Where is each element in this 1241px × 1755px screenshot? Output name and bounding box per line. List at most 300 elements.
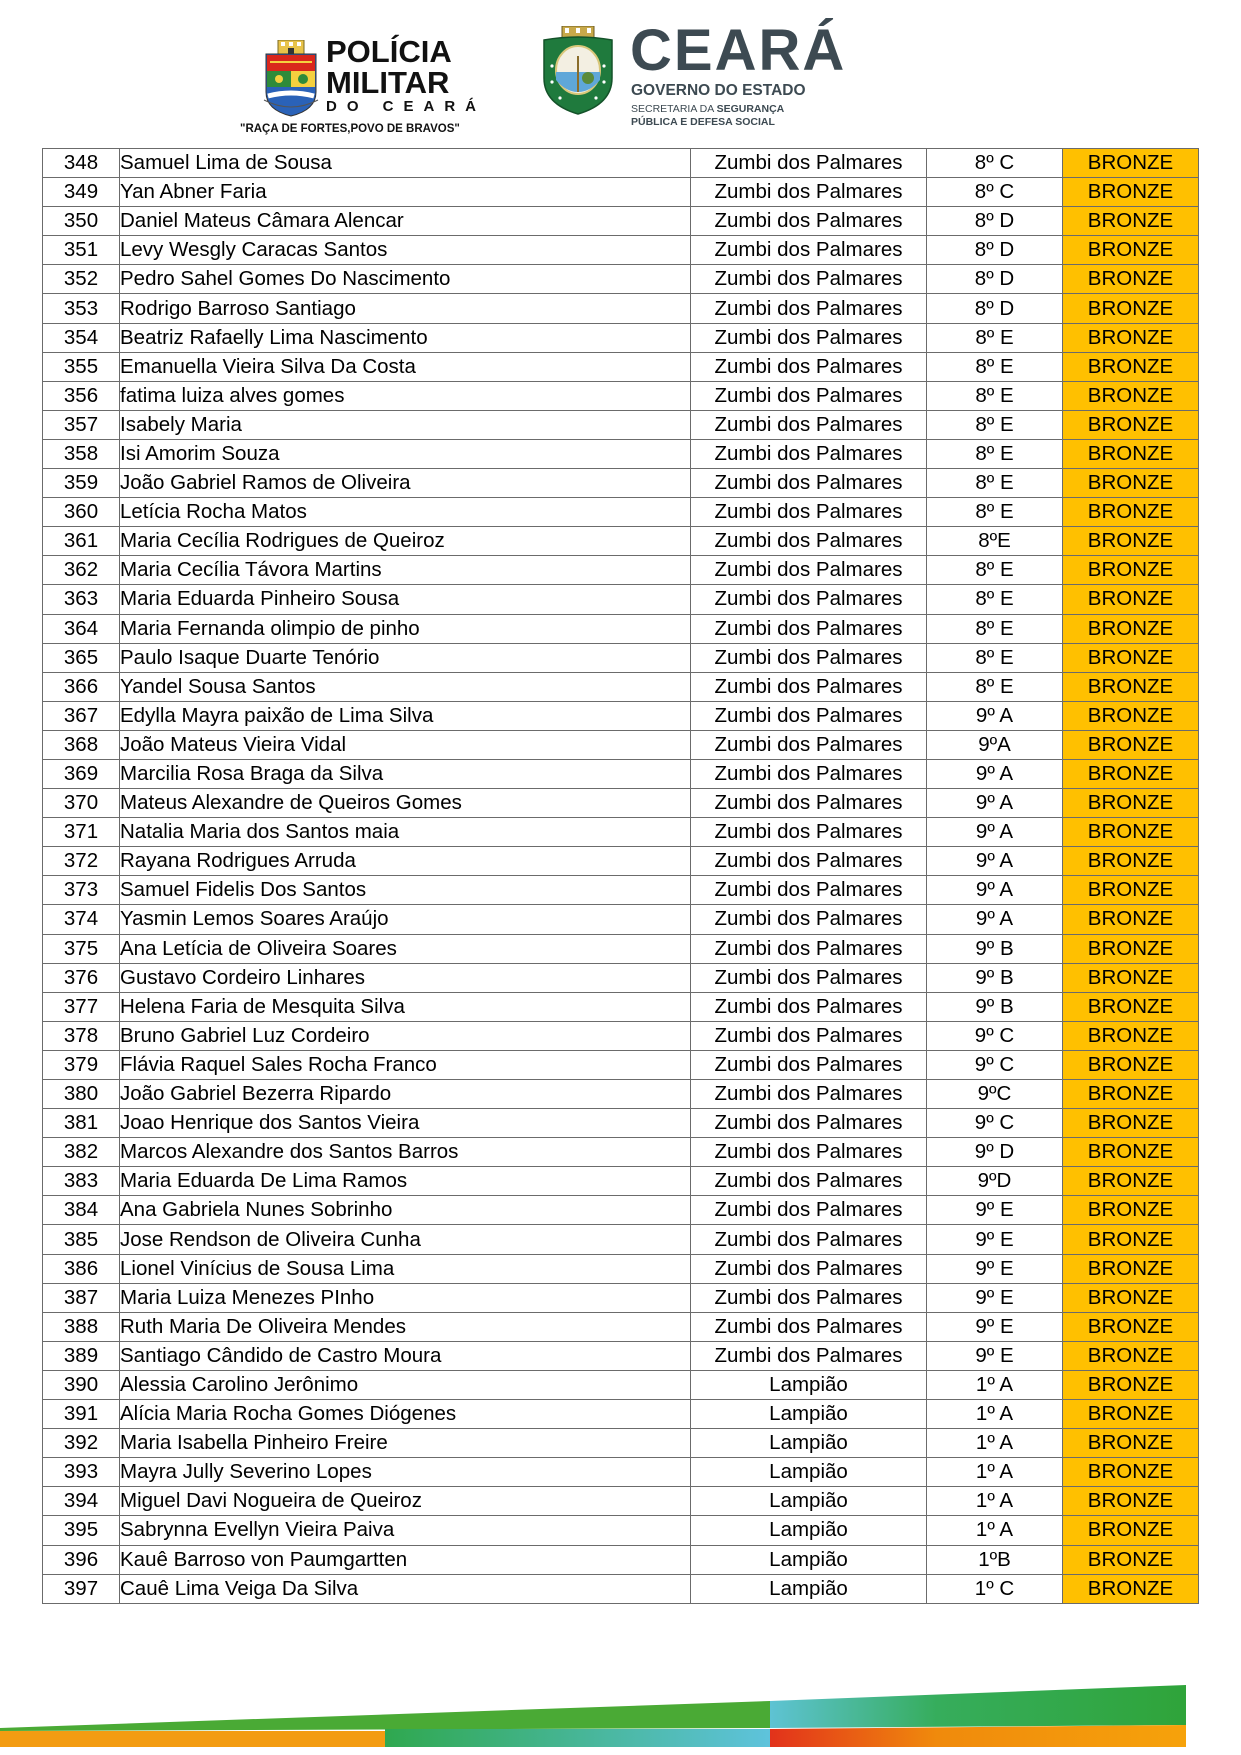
class-name: 9º A: [927, 876, 1063, 905]
medal-badge: BRONZE: [1063, 381, 1199, 410]
medal-badge: BRONZE: [1063, 585, 1199, 614]
table-row: [43, 789, 1199, 818]
medal-badge: BRONZE: [1063, 1400, 1199, 1429]
class-name: 8º D: [927, 207, 1063, 236]
table-row: [43, 1516, 1199, 1545]
medal-badge: BRONZE: [1063, 527, 1199, 556]
medal-badge: BRONZE: [1063, 1196, 1199, 1225]
school-name: Lampião: [691, 1487, 927, 1516]
table-row: [43, 469, 1199, 498]
table-row: [43, 1341, 1199, 1370]
student-name: Yasmin Lemos Soares Araújo: [120, 905, 691, 934]
medal-badge: BRONZE: [1063, 1283, 1199, 1312]
student-name: Maria Luiza Menezes PInho: [120, 1283, 691, 1312]
table-row: [43, 1370, 1199, 1399]
school-name: Zumbi dos Palmares: [691, 1167, 927, 1196]
medal-badge: BRONZE: [1063, 1516, 1199, 1545]
school-name: Zumbi dos Palmares: [691, 469, 927, 498]
student-name: Alícia Maria Rocha Gomes Diógenes: [120, 1400, 691, 1429]
row-number: 352: [43, 265, 120, 294]
student-name: Mateus Alexandre de Queiros Gomes: [120, 789, 691, 818]
school-name: Zumbi dos Palmares: [691, 934, 927, 963]
school-name: Zumbi dos Palmares: [691, 381, 927, 410]
school-name: Lampião: [691, 1400, 927, 1429]
row-number: 387: [43, 1283, 120, 1312]
secretaria-line1-a: SECRETARIA DA: [631, 103, 717, 115]
medal-badge: BRONZE: [1063, 1167, 1199, 1196]
student-name: Yandel Sousa Santos: [120, 672, 691, 701]
medal-badge: BRONZE: [1063, 498, 1199, 527]
student-name: Samuel Lima de Sousa: [120, 149, 691, 178]
student-name: Marcilia Rosa Braga da Silva: [120, 759, 691, 788]
class-name: 8º E: [927, 672, 1063, 701]
medal-badge: BRONZE: [1063, 1312, 1199, 1341]
medal-badge: BRONZE: [1063, 149, 1199, 178]
medal-badge: BRONZE: [1063, 1225, 1199, 1254]
secretaria-line1-b: SEGURANÇA: [716, 103, 785, 115]
student-name: Daniel Mateus Câmara Alencar: [120, 207, 691, 236]
class-name: 1º A: [927, 1516, 1063, 1545]
school-name: Zumbi dos Palmares: [691, 1254, 927, 1283]
medal-badge: BRONZE: [1063, 701, 1199, 730]
class-name: 9º A: [927, 789, 1063, 818]
school-name: Lampião: [691, 1516, 927, 1545]
row-number: 394: [43, 1487, 120, 1516]
class-name: 9º C: [927, 1050, 1063, 1079]
class-name: 1º A: [927, 1458, 1063, 1487]
medal-badge: BRONZE: [1063, 1080, 1199, 1109]
student-name: Miguel Davi Nogueira de Queiroz: [120, 1487, 691, 1516]
class-name: 9º E: [927, 1254, 1063, 1283]
table-row: [43, 410, 1199, 439]
row-number: 383: [43, 1167, 120, 1196]
medal-badge: BRONZE: [1063, 1429, 1199, 1458]
row-number: 360: [43, 498, 120, 527]
class-name: 8º D: [927, 294, 1063, 323]
table-row: [43, 1050, 1199, 1079]
row-number: 391: [43, 1400, 120, 1429]
table-row: [43, 352, 1199, 381]
table-row: [43, 149, 1199, 178]
school-name: Zumbi dos Palmares: [691, 1109, 927, 1138]
table-row: [43, 265, 1199, 294]
footer-green-band: [0, 1701, 770, 1731]
class-name: 8º E: [927, 323, 1063, 352]
row-number: 356: [43, 381, 120, 410]
student-name: fatima luiza alves gomes: [120, 381, 691, 410]
class-name: 9º A: [927, 701, 1063, 730]
student-name: Mayra Jully Severino Lopes: [120, 1458, 691, 1487]
school-name: Zumbi dos Palmares: [691, 178, 927, 207]
class-name: 9º E: [927, 1225, 1063, 1254]
student-name: Marcos Alexandre dos Santos Barros: [120, 1138, 691, 1167]
table-row: [43, 934, 1199, 963]
ceara-title: CEARÁ: [630, 18, 847, 83]
governo-do-estado: GOVERNO DO ESTADO: [631, 82, 806, 99]
table-row: [43, 818, 1199, 847]
school-name: Zumbi dos Palmares: [691, 759, 927, 788]
table-row: [43, 1225, 1199, 1254]
student-name: Kauê Barroso von Paumgartten: [120, 1545, 691, 1574]
table-row: [43, 876, 1199, 905]
row-number: 380: [43, 1080, 120, 1109]
table-row: [43, 527, 1199, 556]
class-name: 8º D: [927, 265, 1063, 294]
row-number: 392: [43, 1429, 120, 1458]
medal-badge: BRONZE: [1063, 410, 1199, 439]
footer-red-orange-bar: [770, 1725, 1186, 1747]
table-row: [43, 439, 1199, 468]
medal-badge: BRONZE: [1063, 789, 1199, 818]
table-row: [43, 1574, 1199, 1603]
class-name: 8º E: [927, 498, 1063, 527]
row-number: 365: [43, 643, 120, 672]
secretaria-text: [631, 103, 784, 129]
school-name: Zumbi dos Palmares: [691, 876, 927, 905]
medal-badge: BRONZE: [1063, 1050, 1199, 1079]
police-motto: "RAÇA DE FORTES,POVO DE BRAVOS": [240, 123, 460, 135]
school-name: Zumbi dos Palmares: [691, 439, 927, 468]
student-name: Isi Amorim Souza: [120, 439, 691, 468]
class-name: 9º A: [927, 818, 1063, 847]
logo-line-militar: MILITAR: [326, 65, 450, 100]
medal-badge: BRONZE: [1063, 1254, 1199, 1283]
footer-teal-green-band: [770, 1685, 1186, 1728]
row-number: 397: [43, 1574, 120, 1603]
student-name: João Gabriel Ramos de Oliveira: [120, 469, 691, 498]
student-name: Maria Cecília Távora Martins: [120, 556, 691, 585]
row-number: 386: [43, 1254, 120, 1283]
footer-decorative-stripes: [0, 1660, 1241, 1755]
school-name: Lampião: [691, 1574, 927, 1603]
school-name: Zumbi dos Palmares: [691, 207, 927, 236]
table-row: [43, 1458, 1199, 1487]
medal-badge: BRONZE: [1063, 876, 1199, 905]
student-name: Ana Gabriela Nunes Sobrinho: [120, 1196, 691, 1225]
student-name: Lionel Vinícius de Sousa Lima: [120, 1254, 691, 1283]
medal-badge: BRONZE: [1063, 1341, 1199, 1370]
student-name: Yan Abner Faria: [120, 178, 691, 207]
student-name: Maria Isabella Pinheiro Freire: [120, 1429, 691, 1458]
medal-badge: BRONZE: [1063, 730, 1199, 759]
table-row: [43, 178, 1199, 207]
class-name: 9º A: [927, 847, 1063, 876]
school-name: Zumbi dos Palmares: [691, 265, 927, 294]
class-name: 8º C: [927, 149, 1063, 178]
table-row: [43, 236, 1199, 265]
student-name: Cauê Lima Veiga Da Silva: [120, 1574, 691, 1603]
school-name: Lampião: [691, 1458, 927, 1487]
student-name: Helena Faria de Mesquita Silva: [120, 992, 691, 1021]
row-number: 373: [43, 876, 120, 905]
row-number: 359: [43, 469, 120, 498]
row-number: 370: [43, 789, 120, 818]
school-name: Lampião: [691, 1545, 927, 1574]
class-name: 9º D: [927, 1138, 1063, 1167]
medal-badge: BRONZE: [1063, 178, 1199, 207]
medal-badge: BRONZE: [1063, 992, 1199, 1021]
row-number: 362: [43, 556, 120, 585]
class-name: 9ºC: [927, 1080, 1063, 1109]
school-name: Zumbi dos Palmares: [691, 1312, 927, 1341]
school-name: Zumbi dos Palmares: [691, 905, 927, 934]
school-name: Zumbi dos Palmares: [691, 1050, 927, 1079]
class-name: 9º A: [927, 905, 1063, 934]
school-name: Zumbi dos Palmares: [691, 1225, 927, 1254]
class-name: 8º E: [927, 410, 1063, 439]
school-name: Zumbi dos Palmares: [691, 556, 927, 585]
class-name: 9º C: [927, 1021, 1063, 1050]
student-name: Joao Henrique dos Santos Vieira: [120, 1109, 691, 1138]
table-row: [43, 207, 1199, 236]
row-number: 368: [43, 730, 120, 759]
row-number: 355: [43, 352, 120, 381]
table-row: [43, 1429, 1199, 1458]
policia-militar-wordmark: [326, 36, 496, 120]
row-number: 384: [43, 1196, 120, 1225]
medal-badge: BRONZE: [1063, 818, 1199, 847]
school-name: Zumbi dos Palmares: [691, 963, 927, 992]
class-name: 9º B: [927, 992, 1063, 1021]
student-name: Letícia Rocha Matos: [120, 498, 691, 527]
medal-badge: BRONZE: [1063, 352, 1199, 381]
table-row: [43, 1254, 1199, 1283]
table-row: [43, 905, 1199, 934]
student-name: Ruth Maria De Oliveira Mendes: [120, 1312, 691, 1341]
row-number: 379: [43, 1050, 120, 1079]
school-name: Zumbi dos Palmares: [691, 643, 927, 672]
student-name: Maria Eduarda De Lima Ramos: [120, 1167, 691, 1196]
footer-orange-bar: [0, 1731, 385, 1747]
table-row: [43, 1021, 1199, 1050]
medal-badge: BRONZE: [1063, 1545, 1199, 1574]
table-row: [43, 614, 1199, 643]
class-name: 1º A: [927, 1487, 1063, 1516]
student-name: Maria Cecília Rodrigues de Queiroz: [120, 527, 691, 556]
medal-badge: BRONZE: [1063, 1109, 1199, 1138]
medal-badge: BRONZE: [1063, 614, 1199, 643]
medal-badge: BRONZE: [1063, 1370, 1199, 1399]
class-name: 1ºB: [927, 1545, 1063, 1574]
student-name: Rayana Rodrigues Arruda: [120, 847, 691, 876]
table-row: [43, 672, 1199, 701]
school-name: Zumbi dos Palmares: [691, 992, 927, 1021]
school-name: Zumbi dos Palmares: [691, 614, 927, 643]
class-name: 9º E: [927, 1196, 1063, 1225]
class-name: 8º E: [927, 469, 1063, 498]
medal-badge: BRONZE: [1063, 469, 1199, 498]
class-name: 8º E: [927, 614, 1063, 643]
school-name: Zumbi dos Palmares: [691, 1138, 927, 1167]
student-name: Maria Eduarda Pinheiro Sousa: [120, 585, 691, 614]
table-row: [43, 585, 1199, 614]
table-row: [43, 1109, 1199, 1138]
row-number: 353: [43, 294, 120, 323]
school-name: Zumbi dos Palmares: [691, 498, 927, 527]
class-name: 8ºE: [927, 527, 1063, 556]
row-number: 354: [43, 323, 120, 352]
school-name: Zumbi dos Palmares: [691, 527, 927, 556]
class-name: 9º E: [927, 1341, 1063, 1370]
row-number: 364: [43, 614, 120, 643]
student-name: Flávia Raquel Sales Rocha Franco: [120, 1050, 691, 1079]
school-name: Lampião: [691, 1429, 927, 1458]
row-number: 375: [43, 934, 120, 963]
class-name: 9º E: [927, 1312, 1063, 1341]
row-number: 377: [43, 992, 120, 1021]
table-row: [43, 701, 1199, 730]
medal-badge: BRONZE: [1063, 934, 1199, 963]
class-name: 8º C: [927, 178, 1063, 207]
row-number: 385: [43, 1225, 120, 1254]
medal-badge: BRONZE: [1063, 294, 1199, 323]
table-row: [43, 643, 1199, 672]
secretaria-line2: PÚBLICA E DEFESA SOCIAL: [631, 116, 775, 128]
police-coat-of-arms-icon: [262, 40, 320, 118]
student-name: Samuel Fidelis Dos Santos: [120, 876, 691, 905]
school-name: Lampião: [691, 1370, 927, 1399]
table-row: [43, 381, 1199, 410]
table-row: [43, 992, 1199, 1021]
logo-line-policia: POLÍCIA: [326, 34, 452, 69]
class-name: 9º B: [927, 934, 1063, 963]
policia-militar-logo: [240, 34, 494, 140]
row-number: 374: [43, 905, 120, 934]
medal-badge: BRONZE: [1063, 672, 1199, 701]
row-number: 382: [43, 1138, 120, 1167]
row-number: 366: [43, 672, 120, 701]
student-name: Sabrynna Evellyn Vieira Paiva: [120, 1516, 691, 1545]
school-name: Zumbi dos Palmares: [691, 410, 927, 439]
row-number: 361: [43, 527, 120, 556]
row-number: 372: [43, 847, 120, 876]
class-name: 9ºD: [927, 1167, 1063, 1196]
row-number: 388: [43, 1312, 120, 1341]
student-name: Bruno Gabriel Luz Cordeiro: [120, 1021, 691, 1050]
table-row: [43, 556, 1199, 585]
school-name: Zumbi dos Palmares: [691, 585, 927, 614]
class-name: 8º E: [927, 585, 1063, 614]
ceara-coat-of-arms-icon: [540, 26, 616, 116]
school-name: Zumbi dos Palmares: [691, 323, 927, 352]
school-name: Zumbi dos Palmares: [691, 1283, 927, 1312]
table-row: [43, 1283, 1199, 1312]
table-row: [43, 1312, 1199, 1341]
student-name: Paulo Isaque Duarte Tenório: [120, 643, 691, 672]
table-row: [43, 759, 1199, 788]
footer-teal-bar: [385, 1729, 770, 1747]
row-number: 363: [43, 585, 120, 614]
class-name: 8º E: [927, 352, 1063, 381]
table-row: [43, 1138, 1199, 1167]
row-number: 357: [43, 410, 120, 439]
school-name: Zumbi dos Palmares: [691, 294, 927, 323]
medal-badge: BRONZE: [1063, 905, 1199, 934]
row-number: 358: [43, 439, 120, 468]
class-name: 9º E: [927, 1283, 1063, 1312]
school-name: Zumbi dos Palmares: [691, 847, 927, 876]
class-name: 1º C: [927, 1574, 1063, 1603]
logo-line-do-ceara: DO CEARÁ: [326, 98, 487, 115]
row-number: 371: [43, 818, 120, 847]
table-row: [43, 1487, 1199, 1516]
school-name: Zumbi dos Palmares: [691, 1080, 927, 1109]
school-name: Zumbi dos Palmares: [691, 1196, 927, 1225]
table-row: [43, 1545, 1199, 1574]
school-name: Zumbi dos Palmares: [691, 1021, 927, 1050]
school-name: Zumbi dos Palmares: [691, 818, 927, 847]
student-name: Edylla Mayra paixão de Lima Silva: [120, 701, 691, 730]
table-row: [43, 498, 1199, 527]
student-name: Emanuella Vieira Silva Da Costa: [120, 352, 691, 381]
medal-badge: BRONZE: [1063, 1021, 1199, 1050]
class-name: 1º A: [927, 1429, 1063, 1458]
student-name: Isabely Maria: [120, 410, 691, 439]
medal-badge: BRONZE: [1063, 236, 1199, 265]
table-row: [43, 323, 1199, 352]
school-name: Zumbi dos Palmares: [691, 352, 927, 381]
school-name: Zumbi dos Palmares: [691, 236, 927, 265]
row-number: 367: [43, 701, 120, 730]
table-row: [43, 1080, 1199, 1109]
student-name: Alessia Carolino Jerônimo: [120, 1370, 691, 1399]
row-number: 351: [43, 236, 120, 265]
school-name: Zumbi dos Palmares: [691, 730, 927, 759]
row-number: 378: [43, 1021, 120, 1050]
student-name: Santiago Cândido de Castro Moura: [120, 1341, 691, 1370]
student-name: Natalia Maria dos Santos maia: [120, 818, 691, 847]
row-number: 395: [43, 1516, 120, 1545]
class-name: 9ºA: [927, 730, 1063, 759]
school-name: Zumbi dos Palmares: [691, 701, 927, 730]
class-name: 9º C: [927, 1109, 1063, 1138]
school-name: Zumbi dos Palmares: [691, 149, 927, 178]
student-name: Pedro Sahel Gomes Do Nascimento: [120, 265, 691, 294]
row-number: 350: [43, 207, 120, 236]
row-number: 393: [43, 1458, 120, 1487]
row-number: 369: [43, 759, 120, 788]
student-name: Gustavo Cordeiro Linhares: [120, 963, 691, 992]
student-name: Beatriz Rafaelly Lima Nascimento: [120, 323, 691, 352]
class-name: 1º A: [927, 1370, 1063, 1399]
student-name: João Mateus Vieira Vidal: [120, 730, 691, 759]
medal-badge: BRONZE: [1063, 207, 1199, 236]
school-name: Zumbi dos Palmares: [691, 1341, 927, 1370]
table-row: [43, 730, 1199, 759]
class-name: 9º B: [927, 963, 1063, 992]
student-name: João Gabriel Bezerra Ripardo: [120, 1080, 691, 1109]
table-row: [43, 294, 1199, 323]
table-row: [43, 1167, 1199, 1196]
class-name: 8º E: [927, 381, 1063, 410]
medal-badge: BRONZE: [1063, 1138, 1199, 1167]
student-name: Ana Letícia de Oliveira Soares: [120, 934, 691, 963]
medal-badge: BRONZE: [1063, 265, 1199, 294]
school-name: Zumbi dos Palmares: [691, 789, 927, 818]
row-number: 389: [43, 1341, 120, 1370]
row-number: 396: [43, 1545, 120, 1574]
row-number: 376: [43, 963, 120, 992]
class-name: 8º E: [927, 643, 1063, 672]
row-number: 348: [43, 149, 120, 178]
medal-badge: BRONZE: [1063, 439, 1199, 468]
class-name: 1º A: [927, 1400, 1063, 1429]
medal-badge: BRONZE: [1063, 556, 1199, 585]
medal-badge: BRONZE: [1063, 759, 1199, 788]
medal-badge: BRONZE: [1063, 1574, 1199, 1603]
awards-table: [42, 148, 1199, 1604]
row-number: 390: [43, 1370, 120, 1399]
